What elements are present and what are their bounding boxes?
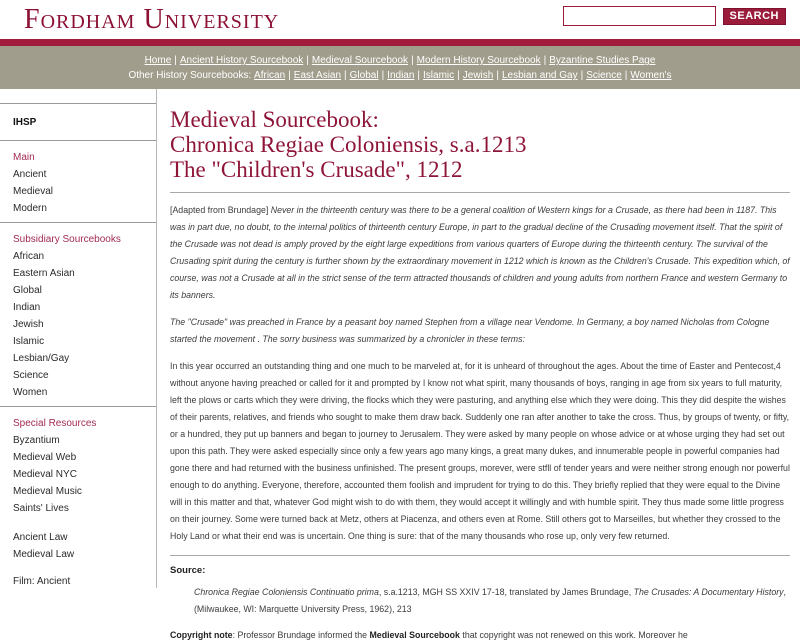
sidebar-item-ancient-law[interactable]: Ancient Law [13,532,68,543]
nav-separator: | [496,70,499,81]
other-sourcebooks-label: Other History Sourcebooks: [128,70,252,81]
sidebar-heading-subsidiary-sourcebooks: Subsidiary Sourcebooks [13,234,121,245]
nav-link-jewish[interactable]: Jewish [462,70,494,81]
nav-link-east-asian[interactable]: East Asian [293,70,342,81]
nav-link-indian[interactable]: Indian [387,70,415,81]
nav-link-science[interactable]: Science [586,70,622,81]
search-input[interactable] [563,6,716,26]
sidebar-title-ihsp[interactable]: IHSP [13,117,37,128]
nav-row-secondary [0,68,800,83]
top-nav [0,46,800,89]
sidebar-item-islamic[interactable]: Islamic [13,336,45,347]
citation-work-title: Chronica Regiae Coloniensis Continuatio prima [194,587,379,597]
main-content [157,89,800,640]
sidebar-item-women[interactable]: Women [13,387,48,398]
intro-attribution: [Adapted from Brundage] [170,205,269,215]
sidebar-item-jewish[interactable]: Jewish [13,319,44,330]
nav-separator: | [457,70,460,81]
nav-separator: | [543,55,547,66]
nav-separator: | [411,55,414,66]
nav-separator: | [174,55,177,66]
sidebar-item-medieval-law[interactable]: Medieval Law [13,549,75,560]
title-divider [170,192,790,193]
sidebar-item-eastern-asian[interactable]: Eastern Asian [13,268,75,279]
sidebar-item-ancient[interactable]: Ancient [13,169,47,180]
chronicle-quote-paragraph: In this year occurred an outstanding thing and one much to be marveled at, for it is unheard of throughout the ages. About the time of Easter and Pentecost,4 without anyone having preached or called for it and prompted by I know not what spirit, many thousands of boys, ranging in age from six years to full maturity, left the plows or carts which they were driving, the flocks which they were pasturing, and anything else which they were doing. This they did despite the wishes of their parents, relatives, and friends who sought to make them draw back. Suddenly one ran after another to take the cross. Thus, by groups of twenty, or fifty, or a hundred, they put up banners and began to journey to Jerusalem. They were asked by many people on whose advice or at whose urging they had set out upon this path. They were asked especially since only a few years ago many kings, a great many dukes, and innumerable people in powerful companies had gone there and had returned with the business unfinished. The present groups, morever, were stfll of tender years and were neither strong enough nor powerful enough to do anything. Everyone, therefore, accounted them foolish and imprudent for trying to do this. They briefly replied that they were equal to the Divine will in this matter and that, whatever God might wish to do with them, they would accept it willingly and with humble spirit. They thus made some little progress on their journey. Some were turned back at Metz, others at Piacenza, and others even at Rome. Still others got to Marseilles, but whether they crossed to the Holy Land or what their end was is uncertain. One thing is sure: that of the many thousands who rose up, only very few returned. [170,361,790,541]
source-citation [194,584,790,618]
nav-link-islamic[interactable]: Islamic [423,70,455,81]
nav-link-home[interactable]: Home [144,55,172,66]
nav-separator: | [624,70,628,81]
search-bar [563,6,786,26]
sidebar-item-science[interactable]: Science [13,370,49,381]
sidebar-heading-main[interactable]: Main [13,152,35,163]
sidebar-section-special [0,407,156,522]
nav-link-global[interactable]: Global [349,70,379,81]
sidebar-heading-special-resources: Special Resources [13,418,97,429]
page-title-line-2: Chronica Regiae Coloniensis, s.a.1213 [170,132,527,157]
sidebar-item-medieval[interactable]: Medieval [13,186,54,197]
citation-publisher: , (Milwaukee, WI: Marquette University Press, 1962), 213 [194,587,786,614]
copyright-text-1: : Professor Brundage informed the [232,630,370,640]
page-title [170,107,790,182]
source-label: Source: [170,565,206,576]
sidebar-item-global[interactable]: Global [13,285,42,296]
sidebar-item-indian[interactable]: Indian [13,302,41,313]
nav-separator: | [306,55,309,66]
nav-separator: | [381,70,385,81]
intro-paragraph [170,202,790,304]
nav-link-african[interactable]: African [254,70,286,81]
nav-link-ancient-history-sourcebook[interactable]: Ancient History Sourcebook [179,55,304,66]
fordham-university-logo[interactable]: Fordham University [24,4,280,35]
nav-separator: | [288,70,291,81]
sidebar-item-african[interactable]: African [13,251,45,262]
editor-note-paragraph: The "Crusade" was preached in France by a peasant boy named Stephen from a village near Vendome. In Germany, a boy named Nicholas from Cologne started the movement . The sorry business was summarized by a chronicler in these terms: [170,317,770,344]
nav-row-primary [0,53,800,68]
sidebar-group-law [0,522,156,560]
sidebar-item-saints-lives[interactable]: Saints' Lives [13,503,69,514]
site-header [0,0,800,39]
citation-details: , s.a.1213, MGH SS XXIV 17-18, translated by James Brundage, [378,587,634,597]
nav-separator: | [417,70,421,81]
sidebar-item-lesbian-gay[interactable]: Lesbian/Gay [13,353,70,364]
nav-separator: | [580,70,584,81]
sidebar-item-film-ancient[interactable]: Film: Ancient [13,576,71,587]
nav-separator: | [344,70,347,81]
sidebar-item-medieval-nyc[interactable]: Medieval NYC [13,469,77,480]
nav-link-byzantine-studies-page[interactable]: Byzantine Studies Page [549,55,656,66]
citation-book-title: The Crusades: A Documentary History [633,587,784,597]
nav-link-lesbian-and-gay[interactable]: Lesbian and Gay [501,70,578,81]
sidebar-item-modern[interactable]: Modern [13,203,47,214]
copyright-bold-sourcebook: Medieval Sourcebook [369,630,460,640]
sidebar-item-byzantium[interactable]: Byzantium [13,435,60,446]
sidebar [0,89,157,588]
nav-link-womens[interactable]: Women's [630,70,672,81]
page-title-line-1: Medieval Sourcebook: [170,107,379,132]
maroon-divider-bar [0,39,800,46]
nav-link-modern-history-sourcebook[interactable]: Modern History Sourcebook [416,55,541,66]
page-title-line-3: The "Children's Crusade", 1212 [170,157,463,182]
sidebar-section-subsidiary [0,223,156,406]
sidebar-group-film [0,566,156,587]
search-button[interactable]: SEARCH [723,8,786,25]
intro-italic-text: Never in the thirteenth century was there to be a general coalition of Western kings for a Crusade, as there had been in 1187. This was in part due, no doubt, to the internal politics of thirteenth century Europe, in part to the gradual decline of the Crusading movement itself. That the spirit of the Crusade was not dead is amply proved by the eight large expeditions from various quarters of Europe during the thirteenth century. The survival of the Crusading spirit during the century is further shown by the extraordinary movement in 1212 which is known as the Children's Crusade. This expedition which, of course, was not a Crusade at all in the strict sense of the term attracted thousands of children and young adults from northern France and western Germany to its banners. [170,205,790,300]
copyright-text-2: that copyright was not renewed on this work. Moreover he [459,630,688,640]
copyright-note-label: Copyright note [170,630,233,640]
sidebar-item-medieval-music[interactable]: Medieval Music [13,486,82,497]
page-body [0,89,800,640]
source-divider [170,555,790,556]
nav-link-medieval-sourcebook[interactable]: Medieval Sourcebook [311,55,409,66]
sidebar-item-medieval-web[interactable]: Medieval Web [13,452,77,463]
sidebar-section-main [0,141,156,222]
copyright-note [170,627,790,644]
